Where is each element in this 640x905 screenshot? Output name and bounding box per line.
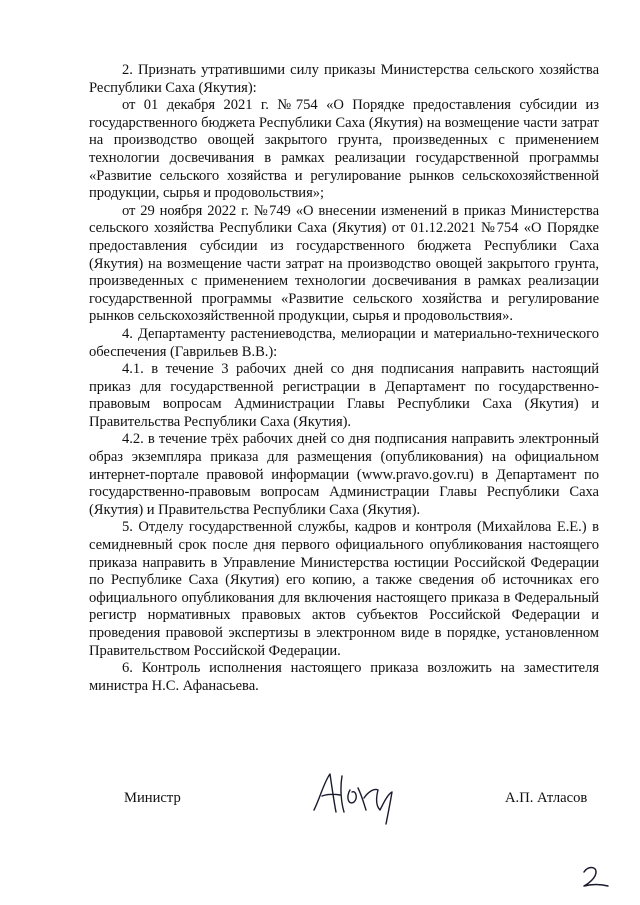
paragraph-order-754: от 01 декабря 2021 г. №754 «О Порядке предоставления субсидии из государственного бюджета Республики Саха (Якутия) на возмещение части затрат на производство овощей закрытого грунта, произведенных с применением технологии досвечивания в рамках реализации государственной программы «Развитие сельского хозяйства и регулирование рынков сельскохозяйственной продукции, сырья и продовольствия»; bbox=[89, 97, 599, 202]
handwritten-signature bbox=[306, 768, 426, 833]
paragraph-2: 2. Признать утратившими силу приказы Министерства сельского хозяйства Республики Саха (Якутия): bbox=[89, 62, 599, 96]
paragraph-4-2: 4.2. в течение трёх рабочих дней со дня подписания направить электронный образ экземпляра приказа для размещения (опубликования) на официальном интернет-портале правовой информации (www.pravo.gov.ru) в Департамент по государственно-правовым вопросам Администрации Главы Республики Саха (Якутия) и Правительства Республики Саха (Якутия). bbox=[89, 431, 599, 518]
signature-block bbox=[0, 790, 640, 830]
document-body bbox=[89, 62, 599, 695]
paragraph-order-749: от 29 ноября 2022 г. №749 «О внесении изменений в приказ Министерства сельского хозяйства Республики Саха (Якутия) от 01.12.2021 №754 «О Порядке предоставления субсидии из государственного бюджета Республики Саха (Якутия) на возмещение части затрат на производство овощей закрытого грунта, произведенных с применением технологии досвечивания в рамках реализации государственной программы «Развитие сельского хозяйства и регулирование рынков сельскохозяйственной продукции, сырья и продовольствия». bbox=[89, 202, 599, 325]
paragraph-5: 5. Отделу государственной службы, кадров и контроля (Михайлова Е.Е.) в семидневный срок после дня первого официального опубликования настоящего приказа направить в Управление Министерства юстиции Российской Федерации по Республике Саха (Якутия) его копию, а также сведения об источниках его официального опубликования для включения настоящего приказа в Федеральный регистр нормативных правовых актов субъектов Российской Федерации и проведения правовой экспертизы в электронном виде в порядке, установленном Правительством Российской Федерации. bbox=[89, 519, 599, 659]
paragraph-4-1: 4.1. в течение 3 рабочих дней со дня подписания направить настоящий приказ для государственной регистрации в Департамент по государственно-правовым вопросам Администрации Главы Республики Саха (Якутия) и Правительства Республики Саха (Якутия). bbox=[89, 361, 599, 430]
paragraph-6: 6. Контроль исполнения настоящего приказа возложить на заместителя министра Н.С. Афанасьева. bbox=[89, 660, 599, 694]
handwritten-page-mark bbox=[580, 862, 612, 895]
signatory-title: Министр bbox=[124, 790, 181, 806]
paragraph-4: 4. Департаменту растениеводства, мелиорации и материально-технического обеспечения (Гаврильев В.В.): bbox=[89, 325, 599, 360]
signatory-name: А.П. Атласов bbox=[505, 790, 588, 806]
